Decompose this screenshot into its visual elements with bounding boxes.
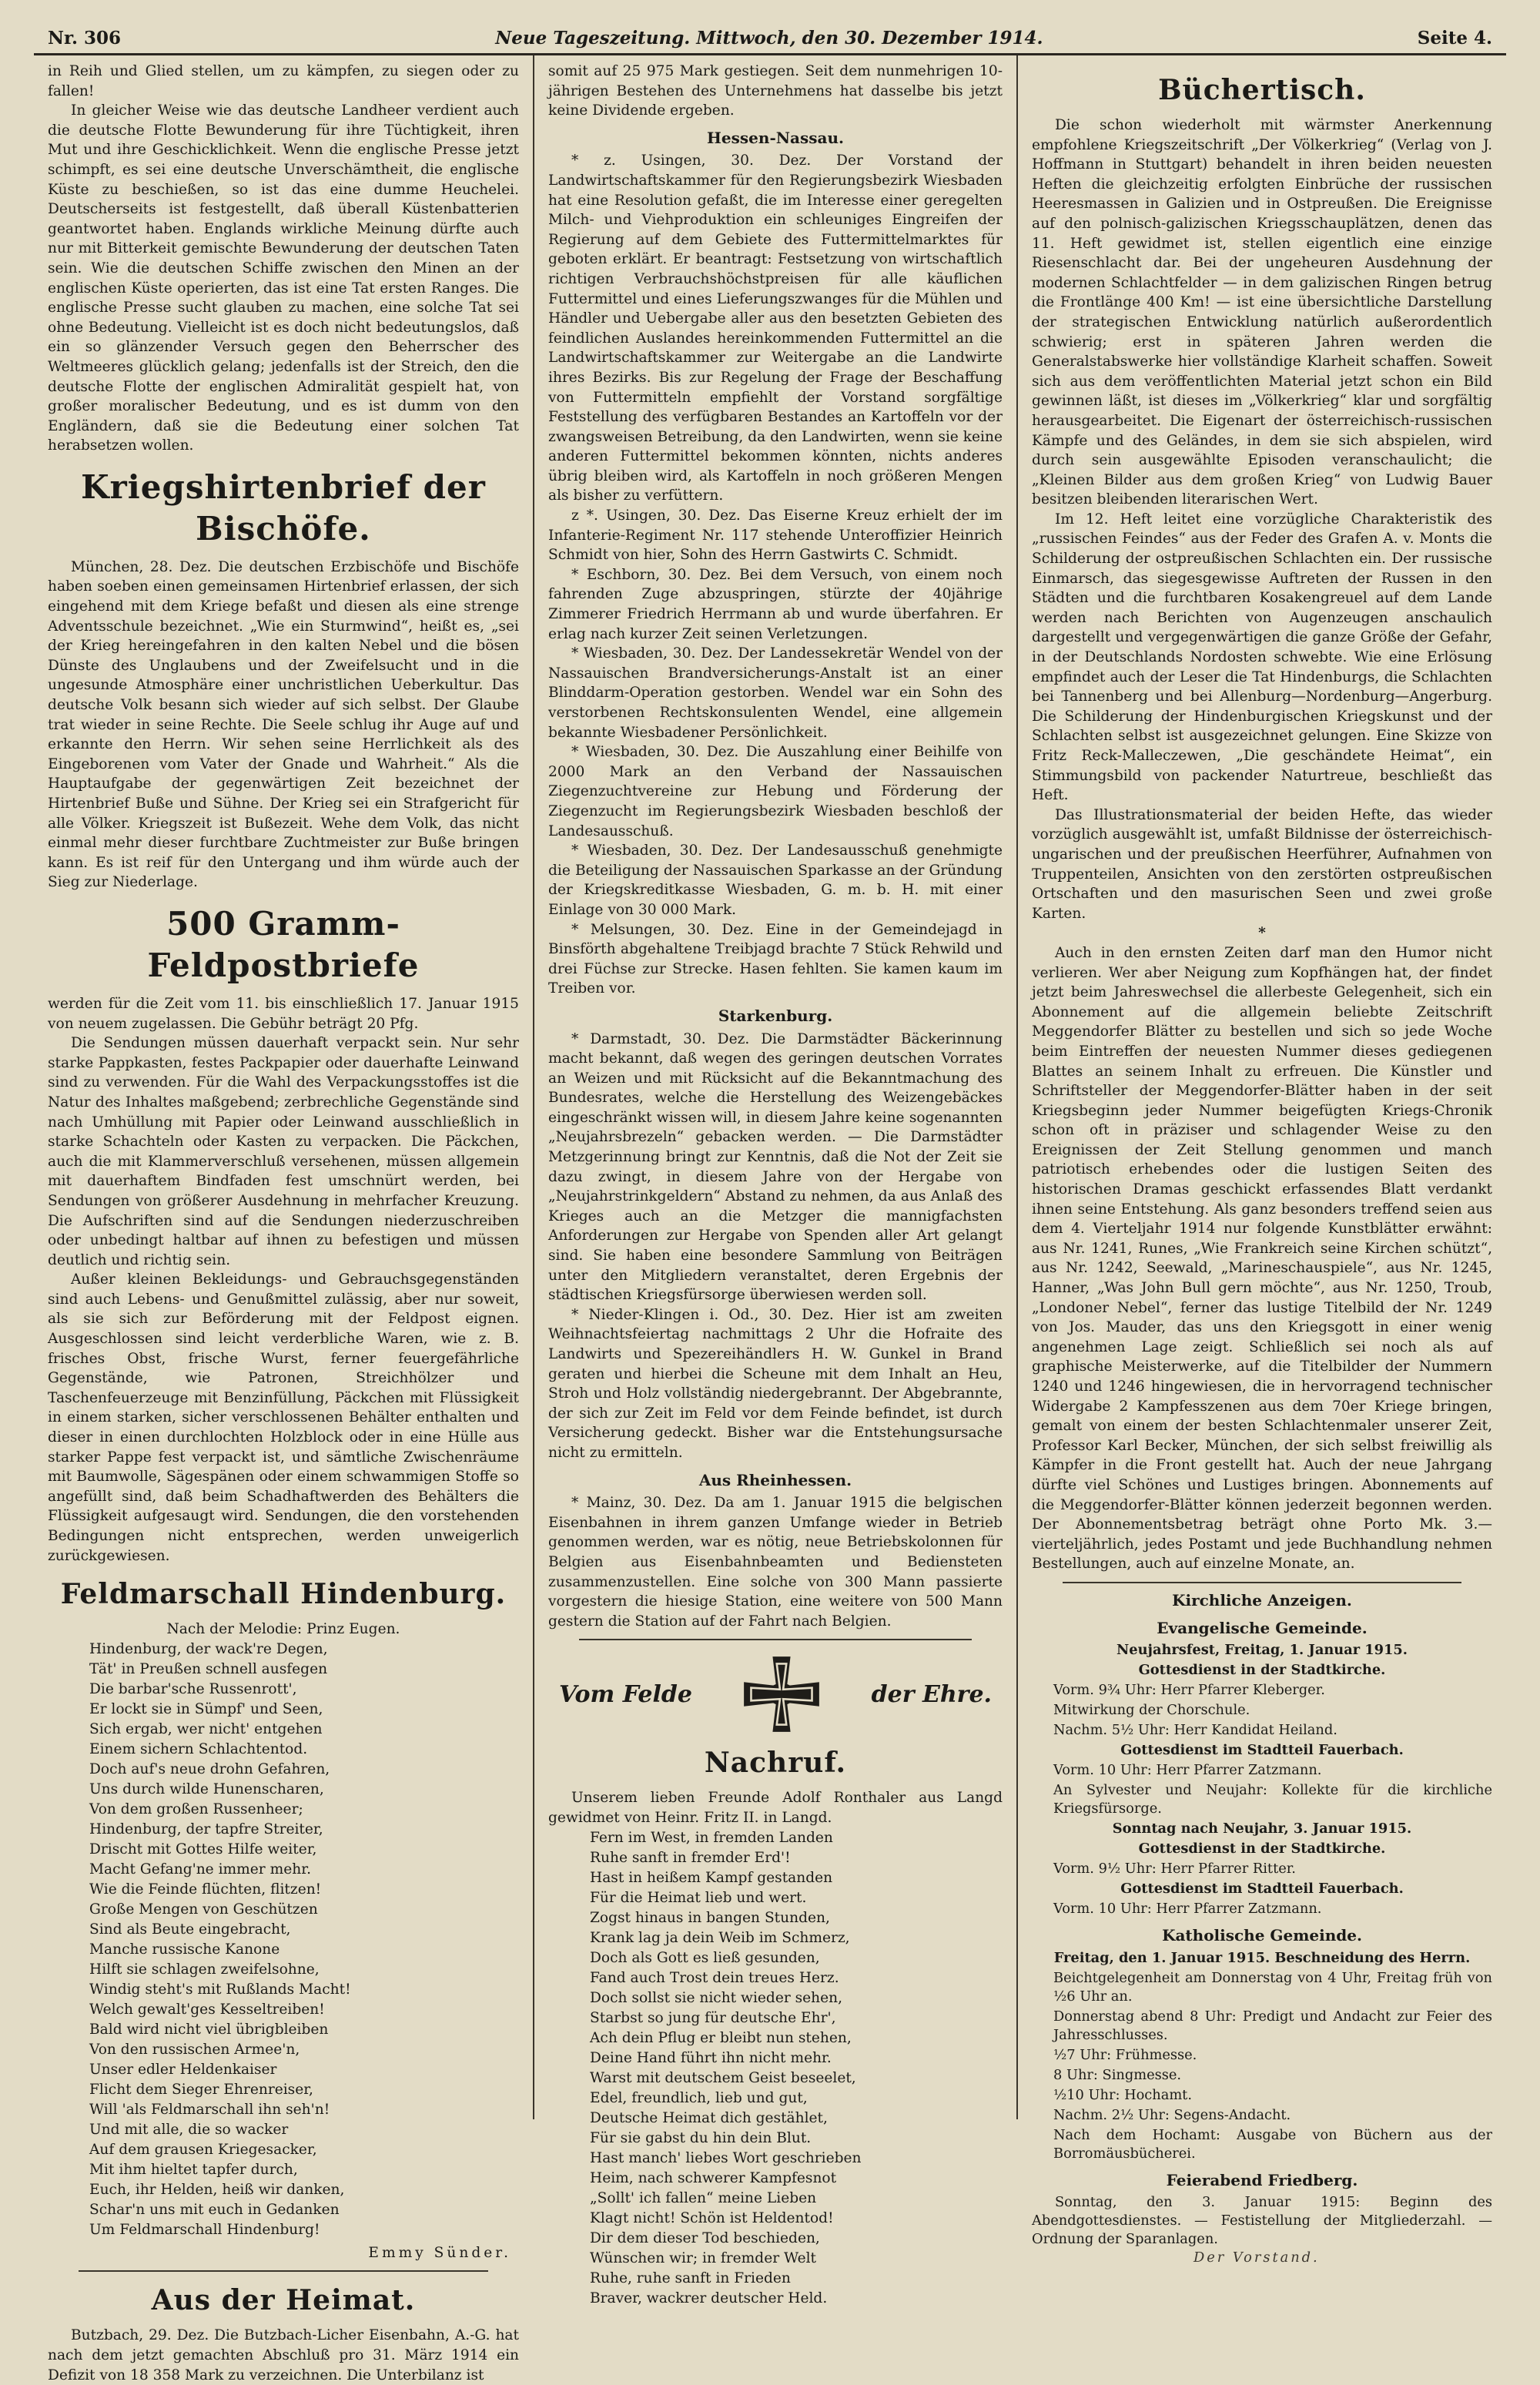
columns — [34, 55, 1506, 2383]
wiesbaden-article-3: * Wiesbaden, 30. Dez. Der Landesausschuß genehmigte die Beteiligung der Nassauischen Sparkasse an der Gründung der Kriegskreditkasse Wiesbaden, G. m. b. H. mit einer Einlage von 30 000 Mark. — [548, 842, 1003, 918]
fleet-article: In gleicher Weise wie das deutsche Landheer verdient auch die deutsche Flotte Bewunderung für ihre Tüchtigkeit, ihren Mut und ihre Geschicklichkeit. Wenn die englische Presse jetzt schimpft, es sei eine deutsche Unverschämtheit, die englische Küste zu beschießen, so ist das eine dumme Heuchelei. Deutscherseits ist festgestellt, daß überall Küstenbatterien geantwortet haben. Englands wirkliche Meinung dürfte auch nur mit Bitterkeit gemischte Bewunderung der deutschen Taten sein. Wie die deutschen Schiffe zwischen den Minen an der englischen Küste operierten, das ist eine Tat ersten Ranges. Die englische Presse sucht glauben zu machen, eine solche Tat sei ohne Bedeutung. Vielleicht ist es doch nicht bedeutungslos, daß ein so glänzender Versuch gegen den Beherrscher des Weltmeeres glücklich gelang; jedenfalls ist der Streich, den die deutsche Flotte der englischen Admiralität gespielt hat, von großer moralischer Bedeutung, und es ist dumm von den Engländern, daß sie die Bedeutung einer solchen Tat herabsetzen wollen. — [48, 102, 519, 454]
poem-line: Starbst so jung für deutsche Ehr', — [590, 2009, 836, 2026]
poem-line: Große Mengen von Geschützen — [89, 1901, 318, 1918]
bishops-article: München, 28. Dez. Die deutschen Erzbischöfe und Bischöfe haben soeben einen gemeinsamen Hirtenbrief erlassen, der sich eingehend mit dem Kriege befaßt und diesen als eine strenge Adventsschule bezeichnet. „Wie ein Sturmwind“, heißt es, „sei der Krieg hereingefahren in den kalten Nebel und die bösen Dünste des Unglaubens und der Zweifelsucht und in die ungesunde Atmosphäre einer unchristlichen Ueberkultur. Das deutsche Volk besann sich wieder auf sich selbst. Der Glaube trat wieder in seine Rechte. Die Seele schlug ihr Auge auf und erkannte den Herrn. Wir sehen seine Herrlichkeit als des Eingeborenen vom Vater der Gnade und Wahrheit.“ Als die Hauptaufgabe der gegenwärtigen Zeit bezeichnet der Hirtenbrief Buße und Sühne. Der Krieg sei ein Strafgericht für alle Völker. Kriegszeit ist Bußezeit. Wehe dem Volk, das nicht einmal mehr dieser furchtbare Zuchtmeister zur Buße bringen kann. Es ist reif für den Untergang und ihm würde auch der Sieg zur Niederlage. — [48, 558, 519, 891]
poem-line: Ruhe, ruhe sanft in Frieden — [590, 2269, 791, 2286]
eschborn-article: * Eschborn, 30. Dez. Bei dem Versuch, von einem noch fahrenden Zuge abzuspringen, stürzte der 40jährige Zimmerer Friedrich Herrmann ab und wurde überfahren. Er erlag nach kurzer Zeit seinen Verletzungen. — [548, 566, 1003, 642]
poem-line: Und mit alle, die so wacker — [89, 2121, 289, 2138]
divider — [79, 2270, 488, 2272]
wiesbaden-article-1: * Wiesbaden, 30. Dez. Der Landessekretär Wendel von der Nassauischen Brandversicherungs-Anstalt ist an einer Blinddarm-Operation gestorben. Wendel war ein Sohn des verstorbenen Rechtskonsulenten Wendel, eine allgemein bekannte Wiesbadener Persönlichkeit. — [548, 645, 1003, 741]
poem-line: „Sollt' ich fallen“ meine Lieben — [590, 2189, 817, 2206]
service-entry: Vorm. 10 Uhr: Herr Pfarrer Zatzmann. — [1053, 1762, 1322, 1779]
masthead: Neue Tageszeitung. Mittwoch, den 30. Dezember 1914. — [495, 28, 1043, 49]
poem-line: Windig steht's mit Rußlands Macht! — [89, 1981, 351, 1998]
poem-line: Für sie gabst du hin dein Blut. — [590, 2129, 812, 2146]
feierabend-signature: Der Vorstand. — [1194, 2249, 1320, 2266]
honor-right-text: der Ehre. — [871, 1680, 992, 1708]
rheinhessen-heading: Aus Rheinhessen. — [698, 1470, 852, 1489]
column-1 — [34, 55, 533, 2383]
poem-line: Fern im West, in fremden Landen — [590, 1829, 833, 1846]
books-paragraph-2: Im 12. Heft leitet eine vorzügliche Charakteristik des „russischen Feindes“ aus der Feder des Grafen A. v. Monts die Schilderung der ostpreußischen Schlachten ein. Der russische Einmarsch, das siegesgewisse Auftreten der Russen in den Städten und die furchtbaren Kosakengreuel auf dem Lande werden nach Berichten von Augenzeugen anschaulich dargestellt und vergegenwärtigen die ganze Größe der Gefahr, in der Deutschlands Nordosten schwebte. Wie eine Erlösung empfindet auch der Leser die Tat Hindenburgs, die Schlachten bei Tannenberg und bei Allenburg—Nordenburg—Angerburg. Die Schilderung der Hindenburgischen Kriegskunst und der Schlachten selbst ist ausgezeichnet gelungen. Eine Skizze von Fritz Reck-Malleczewen, „Die geschändete Heimat“, ein Stimmungsbild von packender Naturtreue, beschließt das Heft. — [1032, 511, 1492, 804]
poem-line: Deutsche Heimat dich gestählet, — [590, 2109, 828, 2126]
service-entry: Donnerstag abend 8 Uhr: Predigt und Andacht zur Feier des Jahresschlusses. — [1053, 2008, 1492, 2043]
poem-line: Zogst hinaus in bangen Stunden, — [590, 1909, 830, 1926]
nachruf-intro: Unserem lieben Freunde Adolf Ronthaler aus Langd gewidmet von Heinr. Fritz II. in Langd. — [548, 1790, 1003, 1826]
service-location: Gottesdienst im Stadtteil Fauerbach. — [1120, 1742, 1404, 1759]
poem-line: Krank lag ja dein Weib im Schmerz, — [590, 1929, 850, 1946]
nachruf-headline: Nachruf. — [704, 1747, 847, 1780]
service-entry: ½7 Uhr: Frühmesse. — [1053, 2046, 1197, 2063]
service-entry: Nachm. 5½ Uhr: Herr Kandidat Heiland. — [1053, 1722, 1337, 1739]
poem-line: Doch auf's neue drohn Gefahren, — [89, 1760, 330, 1777]
service-entry: An Sylvester und Neujahr: Kollekte für die kirchliche Kriegsfürsorge. — [1053, 1782, 1492, 1817]
field-of-honor-banner — [559, 1654, 992, 1734]
poem-line: Drischt mit Gottes Hilfe weiter, — [89, 1841, 317, 1857]
service-entry: Nach dem Hochamt: Ausgabe von Büchern aus der Borromäusbücherei. — [1053, 2126, 1492, 2162]
poem-line: Hast in heißem Kampf gestanden — [590, 1869, 833, 1886]
poem-line: Macht Gefang'ne immer mehr. — [89, 1861, 311, 1878]
service-location: Gottesdienst in der Stadtkirche. — [1138, 1662, 1386, 1679]
evangelical-heading: Evangelische Gemeinde. — [1157, 1618, 1368, 1637]
poem-line: Hast manch' liebes Wort geschrieben — [590, 2149, 862, 2166]
hindenburg-headline: Feldmarschall Hindenburg. — [60, 1578, 507, 1611]
darmstadt-article: * Darmstadt, 30. Dez. Die Darmstädter Bäckerinnung macht bekannt, daß wegen des geringen deutschen Vorrates an Weizen und mit Rücksicht auf die Bekanntmachung des Bundesrates, welche die Herstellung des Weizengebäckes eingeschränkt wissen will, in diesem Jahre keine sogenannten „Neujahrsbrezeln“ gebacken werden. — Die Darmstädter Metzgerinnung bringt zur Kenntnis, daß die Not der Zeit sie dazu zwingt, in diesem Jahre von der Hergabe von „Neujahrstrinkgeldern“ Abstand zu nehmen, da aus Anlaß des Krieges auch an die Metzger die mannigfachsten Anforderungen zur Hergabe von Spenden aller Art gelangt sind. Sie haben eine besondere Sammlung von Beiträgen unter den Mitgliedern veranstaltet, deren Ergebnis der städtischen Kriegsfürsorge überwiesen werden soll. — [548, 1030, 1003, 1304]
poem-line: Deine Hand führt ihn nicht mehr. — [590, 2049, 832, 2066]
poem-line: Von dem großen Russenheer; — [89, 1800, 303, 1817]
service-location: Gottesdienst in der Stadtkirche. — [1138, 1841, 1386, 1857]
poem-line: Einem sichern Schlachtentod. — [89, 1740, 308, 1757]
poem-line: Bald wird nicht viel übrigbleiben — [89, 2021, 329, 2038]
iron-cross-icon — [742, 1654, 822, 1734]
poem-line: Tät' in Preußen schnell ausfegen — [89, 1660, 328, 1677]
poem-line: Dir dem dieser Tod beschieden, — [590, 2229, 820, 2246]
feierabend-heading: Feierabend Friedberg. — [1166, 2170, 1358, 2189]
poem-line: Doch als Gott es ließ gesunden, — [590, 1949, 820, 1966]
poem-line: Klagt nicht! Schön ist Heldentod! — [590, 2209, 834, 2226]
service-date: Sonntag nach Neujahr, 3. Januar 1915. — [1112, 1821, 1412, 1837]
poem-line: Flicht dem Sieger Ehrenreiser, — [89, 2081, 313, 2098]
melsungen-article: * Melsungen, 30. Dez. Eine in der Gemeindejagd in Binsförth abgehaltene Treibjagd brachte 7 Stück Rehwild und drei Füchse zur Strecke. Hasen fehlten. Sie kamen kaum im Treiben vor. — [548, 921, 1003, 997]
service-entry: Nachm. 2½ Uhr: Segens-Andacht. — [1053, 2106, 1291, 2123]
poem-line: Ruhe sanft in fremder Erd'! — [590, 1849, 791, 1866]
intro-text: in Reih und Glied stellen, um zu kämpfen, zu siegen oder zu fallen! — [48, 63, 519, 99]
feldpost-text-2: Die Sendungen müssen dauerhaft verpackt sein. Nur sehr starke Pappkasten, festes Packpapier oder dauerhafte Leinwand sind zu verwenden. Für die Wahl des Verpackungsstoffes ist die Natur des Inhaltes maßgebend; zerbrechliche Gegenstände sind nach Umhüllung mit Papier oder Leinwand ausschließlich in starke Schachteln oder Kasten zu verpacken. Die Päckchen, auch die mit Klammerverschluß versehenen, müssen allgemein mit dauerhaftem Bindfaden fest umschnürt werden, bei Sendungen von größerer Ausdehnung in mehrfacher Kreuzung. Die Aufschriften sind auf die Sendungen niederzuschreiben oder unbedingt haltbar auf ihnen zu befestigen und müssen deutlich und richtig sein. — [48, 1035, 519, 1268]
heimat-headline: Aus der Heimat. — [151, 2284, 416, 2317]
nachruf-poem — [548, 1828, 1003, 2309]
melody-note: Nach der Melodie: Prinz Eugen. — [166, 1621, 400, 1638]
poem-line: Wie die Feinde flüchten, flitzen! — [89, 1881, 322, 1898]
service-entry: Mitwirkung der Chorschule. — [1053, 1702, 1250, 1719]
poem-line: Wünschen wir; in fremder Welt — [590, 2249, 817, 2266]
feldpost-headline: 500 Gramm-Feldpostbriefe — [147, 904, 420, 984]
poem-author: Emmy Sünder. — [368, 2244, 511, 2261]
column-2 — [533, 55, 1016, 2306]
poem-line: Schar'n uns mit euch in Gedanken — [89, 2201, 340, 2218]
poem-line: Edel, freundlich, lieb und gut, — [590, 2089, 808, 2106]
church-heading: Kirchliche Anzeigen. — [1172, 1590, 1352, 1610]
humor-article: Auch in den ernsten Zeiten darf man den Humor nicht verlieren. Wer aber Neigung zum Kopfhängen hat, der findet jetzt beim Jahreswechsel die allerbeste Gelegenheit, sich ein Abonnement auf die allgemein beliebte Zeitschrift Meggendorfer Blätter zu bestellen und sich so jede Woche beim Eintreffen der neuesten Nummer dieses gediegenen Blattes an seinem Inhalt zu erfreuen. Die Künstler und Schriftsteller der Meggendorfer-Blätter haben in der seit Kriegsbeginn jeder Nummer beigefügten Kriegs-Chronik schon oft in präziser und schlagender Weise zu den Ereignissen der Zeit Stellung genommen und manch patriotisch erhebendes oder die lustigen Seiten des historischen Dramas geschickt erfassendes Blatt verdankt ihnen seine Entstehung. Als ganz besonders treffend seien aus dem 4. Vierteljahr 1914 nur folgende Kunstblätter erwähnt: aus Nr. 1241, Runes, „Wie Frankreich seine Kirchen schützt“, aus Nr. 1242, Seewald, „Marineschauspiele“, aus Nr. 1245, Hanner, „Was John Bull gern möchte“, aus Nr. 1250, Troub, „Londoner Nebel“, ferner das lustige Titelbild der Nr. 1249 von Jos. Mauder, das uns den Kriegsgott in einer wenig angenehmen Lage zeigt. Schließlich sei noch als auf graphische Meisterwerke, auf die Titelbilder der Nummern 1240 und 1246 hingewiesen, die in hervorragend technischer Widergabe 2 Kampfesszenen aus dem 70er Kriege bringen, gemalt von einem der besten Schlachtenmaler unserer Zeit, Professor Karl Becker, München, der sich selbst freiwillig als Kämpfer in die Front gestellt hat. Auch der neue Jahrgang dürfte viel Schönes und Lustiges bringen. Abonnements auf die Meggendorfer-Blätter können jederzeit begonnen werden. Der Abonnementsbetrag beträgt ohne Porto Mk. 3.— vierteljährlich, jedes Postamt und jede Buchhandlung nehmen Bestellungen, auch auf einzelne Monate, an. — [1032, 944, 1492, 1573]
service-date: Freitag, den 1. Januar 1915. Beschneidung des Herrn. — [1053, 1949, 1471, 1966]
poem-line: Heim, nach schwerer Kampfesnot — [590, 2169, 837, 2186]
poem-line: Sind als Beute eingebracht, — [89, 1921, 291, 1938]
books-paragraph-3: Das Illustrationsmaterial der beiden Hefte, das wieder vorzüglich ausgewählt ist, umfaßt Bildnisse der österreichisch-ungarischen und der preußischen Heerführer, Aufnahmen von Truppenteilen, Ansichten von den zerstörten ostpreußischen Ortschaften und den masurischen Seen und zwei große Karten. — [1032, 806, 1492, 922]
poem-line: Braver, wackrer deutscher Held. — [590, 2290, 828, 2306]
feldpost-text-3: Außer kleinen Bekleidungs- und Gebrauchsgegenständen sind auch Lebens- und Genußmittel zulässig, aber nur soweit, als sie sich zur Beförderung mit der Feldpost eignen. Ausgeschlossen sind leicht verderbliche Waren, wie z. B. frisches Obst, frische Wurst, ferner feuergefährliche Gegenstände, wie Patronen, Streichhölzer und Taschenfeuerzeuge mit Benzinfüllung, Päckchen mit Flüssigkeit in einem starken, sicher verschlossenen Behälter enthalten und dieser in einen durchlochten Holzblock oder in eine Hülle aus starker Pappe fest verpackt ist, und sämtliche Zwischenräume mit Baumwolle, Sägespänen oder einem schwammigen Stoffe so angefüllt sind, daß beim Schadhaftwerden des Behälters die Flüssigkeit aufgesaugt wird. Sendungen, die den vorstehenden Bedingungen nicht entsprechen, werden unweigerlich zurückgewiesen. — [48, 1271, 519, 1564]
bishops-headline: Kriegshirtenbrief der Bischöfe. — [81, 467, 486, 548]
poem-line: Hilft sie schlagen zweifelsohne, — [89, 1961, 320, 1978]
divider — [1063, 1582, 1461, 1583]
service-entry: Vorm. 9½ Uhr: Herr Pfarrer Ritter. — [1053, 1861, 1296, 1878]
service-entry: Vorm. 9¾ Uhr: Herr Pfarrer Kleberger. — [1053, 1682, 1325, 1699]
honor-left-text: Vom Felde — [559, 1680, 692, 1708]
mainz-article: * Mainz, 30. Dez. Da am 1. Januar 1915 die belgischen Eisenbahnen in ihrem ganzen Umfange wieder in Betrieb genommen werden, war es nötig, neue Betriebskolonnen für Belgien aus Eisenbahnbeamten und Bediensteten zusammenzustellen. Eine solche von 300 Mann passierte vorgestern die hiesige Station, eine weitere von 500 Mann gestern die Station auf der Fahrt nach Belgien. — [548, 1495, 1003, 1630]
service-date: Neujahrsfest, Freitag, 1. Januar 1915. — [1116, 1642, 1408, 1659]
service-entry: Beichtgelegenheit am Donnerstag von 4 Uhr, Freitag früh von ½6 Uhr an. — [1053, 1969, 1492, 2005]
books-paragraph-1: Die schon wiederholt mit wärmster Anerkennung empfohlene Kriegszeitschrift „Der Völkerkrieg“ (Verlag von J. Hoffmann in Stuttgart) behandelt in ihren beiden neuesten Heften die gleichzeitig erfolgten Einbrüche der russischen Heeresmassen in Galizien und in Ostpreußen. Die Ereignisse auf den polnisch-galizischen Kriegsschauplätzen, denen das 11. Heft gewidmet ist, stellen eigentlich eine einzige Riesenschlacht dar. Bei der ungeheuren Ausdehnung der modernen Schlachtfelder — in dem galizischen Ringen betrug die Frontlänge 400 Km! — ist eine übersichtliche Darstellung der strategischen Entwicklung natürlich außerordentlich schwierig; erst in späteren Jahren werden die Generalstabswerke hier vollständige Klarheit schaffen. Soweit sich aus dem veröffentlichten Material jetzt schon ein Bild gewinnen läßt, ist dieses im „Völkerkrieg“ klar und sorgfältig herausgearbeitet. Die Eigenart der österreichisch-russischen Kämpfe und des Geländes, in dem sie sich abspielen, wird durch sein ausgewählte Episoden veranschaulicht; die „Kleinen Bilder aus dem großen Krieg“ von Ludwig Bauer besitzen bleibenden literarischen Wert. — [1032, 117, 1492, 508]
evangelical-schedule — [1032, 1641, 1492, 1918]
page-header — [34, 28, 1506, 55]
service-location: Gottesdienst im Stadtteil Fauerbach. — [1120, 1881, 1404, 1898]
poem-line: Unser edler Heldenkaiser — [89, 2061, 277, 2078]
catholic-heading: Katholische Gemeinde. — [1162, 1926, 1362, 1945]
hessen-nassau-heading: Hessen-Nassau. — [707, 128, 844, 147]
service-entry: ½10 Uhr: Hochamt. — [1053, 2086, 1192, 2103]
poem-line: Uns durch wilde Hunenscharen, — [89, 1780, 324, 1797]
poem-line: Die barbar'sche Russenrott', — [89, 1680, 297, 1697]
books-headline: Büchertisch. — [1158, 74, 1366, 106]
poem-line: Von den russischen Armee'n, — [89, 2041, 300, 2058]
divider — [579, 1639, 972, 1640]
poem-line: Mit ihm hieltet tapfer durch, — [89, 2161, 298, 2178]
feierabend-text: Sonntag, den 3. Januar 1915: Beginn des Abendgottesdienstes. — Festistellung der Mitgliederzahl. — Ordnung der Sparanlagen. — [1032, 2194, 1492, 2248]
poem-line: Er lockt sie in Sümpf' und Seen, — [89, 1700, 323, 1717]
poem-line: Sich ergab, wer nicht' entgehen — [89, 1720, 323, 1737]
feldpost-text-1: werden für die Zeit vom 11. bis einschließlich 17. Januar 1915 von neuem zugelassen. Die Gebühr beträgt 20 Pfg. — [48, 995, 519, 1032]
poem-line: Euch, ihr Helden, heiß wir danken, — [89, 2181, 345, 2198]
service-entry: 8 Uhr: Singmesse. — [1053, 2066, 1182, 2083]
usingen-article-2: z *. Usingen, 30. Dez. Das Eiserne Kreuz erhielt der im Infanterie-Regiment Nr. 117 stehende Unteroffizier Heinrich Schmidt von hier, Sohn des Herrn Gastwirts C. Schmidt. — [548, 507, 1003, 564]
poem-line: Hindenburg, der tapfre Streiter, — [89, 1821, 323, 1837]
column-3 — [1016, 55, 1506, 2266]
heimat-continued: somit auf 25 975 Mark gestiegen. Seit dem nunmehrigen 10-jährigen Bestehen des Unternehmens hat dasselbe bis jetzt keine Dividende ergeben. — [548, 63, 1003, 119]
service-entry: Vorm. 10 Uhr: Herr Pfarrer Zatzmann. — [1053, 1901, 1322, 1918]
hindenburg-poem — [48, 1640, 519, 2240]
section-star: * — [1258, 925, 1266, 942]
poem-line: Fand auch Trost dein treues Herz. — [590, 1969, 839, 1986]
poem-line: Für die Heimat lieb und wert. — [590, 1889, 807, 1906]
issue-number: Nr. 306 — [48, 28, 122, 49]
wiesbaden-article-2: * Wiesbaden, 30. Dez. Die Auszahlung einer Beihilfe von 2000 Mark an den Verband der Nassauischen Ziegenzuchtvereine zur Hebung und Förderung der Ziegenzucht im Regierungsbezirk Wiesbaden beschloß der Landesausschuß. — [548, 744, 1003, 839]
poem-line: Warst mit deutschem Geist beseelet, — [590, 2069, 856, 2086]
catholic-schedule — [1032, 1949, 1492, 2163]
starkenburg-heading: Starkenburg. — [718, 1006, 833, 1025]
poem-line: Manche russische Kanone — [89, 1941, 280, 1958]
poem-line: Um Feldmarschall Hindenburg! — [89, 2221, 320, 2238]
poem-line: Welch gewalt'ges Kesseltreiben! — [89, 2001, 325, 2018]
poem-line: Ach dein Pflug er bleibt nun stehen, — [590, 2029, 852, 2046]
nieder-klingen-article: * Nieder-Klingen i. Od., 30. Dez. Hier ist am zweiten Weihnachtsfeiertag nachmittags 2 Uhr die Hofraite des Landwirts und Spezereihändlers H. W. Gunkel in Brand geraten und hierbei die Scheune mit dem Inhalt an Heu, Stroh und Holz vollständig niedergebrannt. Der Abgebrannte, der sich zur Zeit im Feld vor dem Feinde befindet, ist durch Versicherung gedeckt. Bisher war die Entstehungsursache nicht zu ermitteln. — [548, 1306, 1003, 1461]
page-number: Seite 4. — [1417, 28, 1492, 49]
poem-line: Hindenburg, der wack're Degen, — [89, 1640, 328, 1657]
poem-line: Doch sollst sie nicht wieder sehen, — [590, 1989, 843, 2006]
poem-line: Will 'als Feldmarschall ihn seh'n! — [89, 2101, 330, 2118]
heimat-article: Butzbach, 29. Dez. Die Butzbach-Licher Eisenbahn, A.-G. hat nach dem jetzt gemachten Abschluß pro 31. März 1914 ein Defizit von 18 358 Mark zu verzeichnen. Die Unterbilanz ist — [48, 2327, 519, 2383]
poem-line: Auf dem grausen Kriegesacker, — [89, 2141, 317, 2158]
usingen-article-1: * z. Usingen, 30. Dez. Der Vorstand der Landwirtschaftskammer für den Regierungsbezirk Wiesbaden hat eine Resolution gefaßt, die im Interesse einer geregelten Milch- und Viehproduktion ein schleuniges Eingreifen der Regierung auf dem Gebiete des Futtermittelmarktes für geboten erklärt. Er beantragt: Festsetzung von wirtschaftlich richtigen Verbrauchshöchstpreisen für alle käuflichen Futtermittel und eines Lieferungszwanges für die Mühlen und Händler und Uebergabe aller aus den besetzten Gebieten des feindlichen Auslandes hereinkommenden Futtermittel an die Landwirtschaftskammer zur Weitergabe an die Landwirte ihres Bezirks. Bis zur Regelung der Frage der Beschaffung von Futtermitteln empfiehlt der Vorstand sorgfältige Feststellung des verfügbaren Bestandes an Kartoffeln vor der zwangsweisen Betreibung, da den Landwirten, wenn sie keine anderen Futtermittel bekommen könnten, nichts anderes übrig bleiben wird, als Kartoffeln in noch größeren Mengen als bisher zu verfüttern. — [548, 152, 1003, 504]
